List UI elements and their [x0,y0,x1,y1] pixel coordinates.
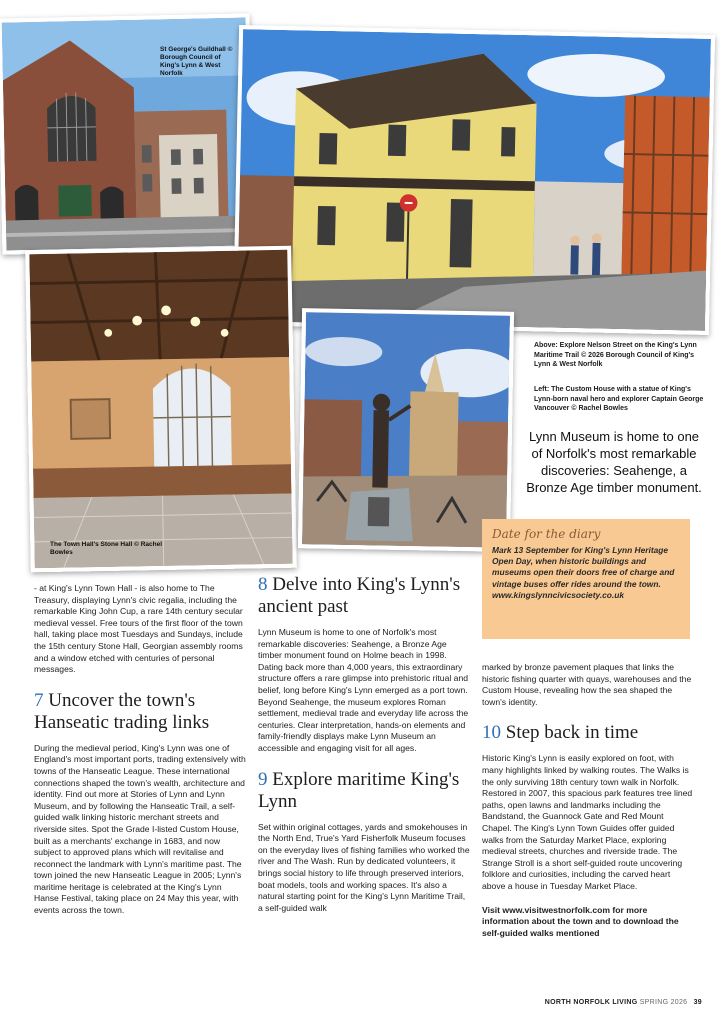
caption-left: Left: The Custom House with a statue of King's Lynn-born naval hero and explorer Captain George Vancouver © Rachel Bowles [534,386,704,412]
nelson-street-illustration [237,29,711,331]
section-7-body: During the medieval period, King's Lynn was one of England's most important ports, trading extensively with towns of the Hanseatic League. These international connections shaped the town's wealth, architecture and identity. Find out more at Stories of Lynn and Lynn Museum, and by following the Hanseatic Trail, a self-guided walk linking historic merchant streets and riverside sites. Spot the Grade I-listed Custom House, built as a merchants' exchange in 1683, and now subject to approved plans which will revitalise and reconnect the landmark with Lynn's maritime past. The town joined the new Hanseatic League in 2005; Lynn's maritime heritage is celebrated at the King's Lynn Hanse Festival, taking place on 24 May this year, with events across the town. [34,742,246,916]
footer-brand: NORTH NORFOLK LIVING [544,999,638,1006]
heading-8 [258,574,470,618]
intro-paragraph: - at King's Lynn Town Hall - is also home to The Treasury, displaying Lynn's civic regalia, including the remarkable King John Cup, a rare 14th century secular medieval vessel. Free tours of the first floor of the town hall, taking place most Tuesdays and Sundays, include the 15th century Stone Hall, Georgian assembly rooms and a window etched with centuries of personal messages. [34,583,243,675]
heading-8-text: Delve into King's Lynn's ancient past [258,574,461,617]
section-9-body: Set within original cottages, yards and smokehouses in the North End, True's Yard Fisherfolk Museum focuses on the everyday lives of fishing families who worked the river and The Wash. Run by dedicated volunteers, it brings social history to life through preserved interiors, boat models, tools and working spaces. It's also a natural starting point for the King's Lynn Maritime Trail, a self-guided walk [258,821,470,913]
photo-nelson-street [233,25,715,335]
heading-10-text: Step back in time [505,722,639,744]
column-3 [482,662,694,939]
pull-quote: Lynn Museum is home to one of Norfolk's most remarkable discoveries: Seahenge, a Bronze Age timber monument. [526,429,702,495]
column-1 [34,583,246,917]
heading-7-number: 7 [34,689,44,711]
footer-issue: SPRING 2026 [639,999,688,1006]
heading-10 [482,722,694,744]
photo-custom-house [298,308,514,552]
stone-hall-caption: The Town Hall's Stone Hall © Rachel Bowles [50,541,163,556]
section-9-continued: marked by bronze pavement plaques that links the historic fishing quarter with quays, warehouses and the Custom House, revealing how the sea shaped the town's identity. [482,662,692,707]
section-8-body: Lynn Museum is home to one of Norfolk's most remarkable discoveries: Seahenge, a Bronze Age timber monument found on Holme beach in 1998. Dating back more than 4,000 years, this extraordinary structure offers a rare glimpse into prehistoric ritual and belief, long before King's Lynn emerged as a port town. Beyond Seahenge, the museum explores Roman settlement, medieval trade and everyday life across the centuries. Clear interpretation, hands-on elements and family-friendly displays make Lynn Museum an accessible and engaging visit for all ages. [258,627,469,753]
heading-8-number: 8 [258,574,268,595]
stone-hall-illustration [29,250,292,568]
column-2 [258,574,470,914]
heading-9 [258,769,470,813]
photo-stone-hall [25,246,297,573]
heading-9-text: Explore maritime King's Lynn [258,768,460,812]
diary-text: Mark 13 September for King's Lynn Heritage Open Day, when historic buildings and museums open their doors free of charge and vintage buses offer rides around the town. [492,545,675,589]
heading-7 [34,690,246,734]
heading-9-number: 9 [258,768,268,790]
diary-box [482,519,690,639]
caption-above: Above: Explore Nelson Street on the King's Lynn Maritime Trail © 2026 Borough Council of King's Lynn & West Norfolk [534,342,697,368]
custom-house-illustration [302,312,510,548]
diary-title: Date for the diary [492,527,601,541]
heading-10-number: 10 [482,722,501,744]
heading-7-text: Uncover the town's Hanseatic trading links [34,689,210,733]
page-number: 39 [693,999,702,1006]
page-footer [545,999,702,1006]
diary-url[interactable]: www.kingslynncivicsociety.co.uk [492,589,625,600]
visit-link-text[interactable]: Visit www.visitwestnorfolk.com for more information about the town and to download the self-guided walks mentioned [482,904,679,938]
guildhall-caption: St George's Guildhall © Borough Council of King's Lynn & West Norfolk [160,46,233,77]
section-10-body: Historic King's Lynn is easily explored on foot, with many highlights linked by walking routes. The Walks is the only surviving 18th century town walk in Norfolk. Restored in 2007, this spacious park features tree lined paths, open lawns and landmarks including the Bandstand, the Guannock Gate and Red Mount Chapel. The King's Lynn Town Guides offer guided walks from the Saturday Market Place, exploring medieval streets, churches and riverside trade. The Strange Stroll is a short self-guided route uncovering folklore and curiosities, including the carved heart above a house in Tuesday Market Place. [482,753,693,891]
